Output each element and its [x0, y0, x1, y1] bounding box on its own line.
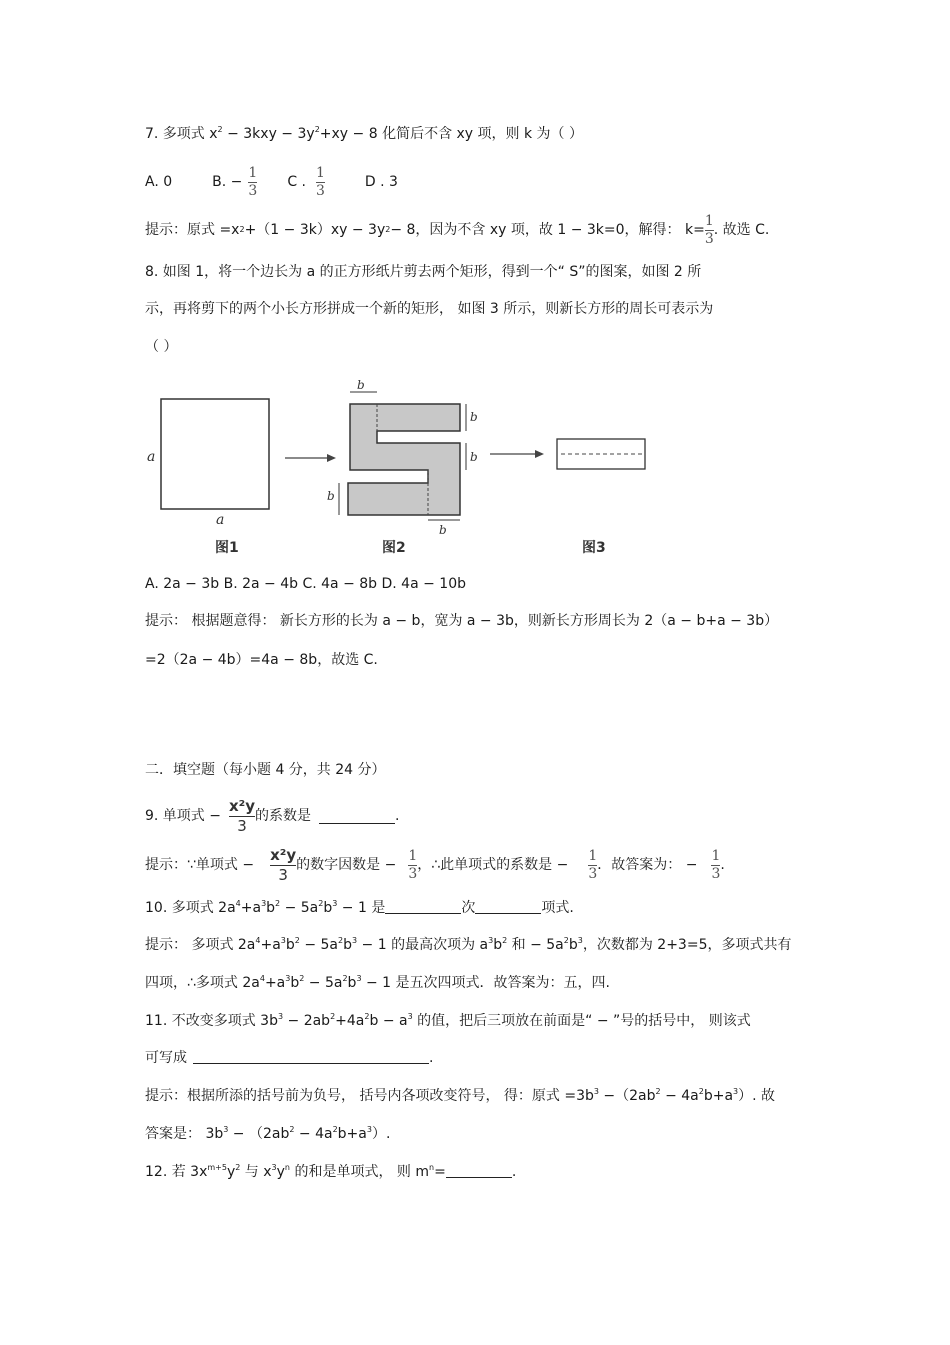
fraction: $\frac{1}{3}$: [248, 164, 258, 199]
arrow-head: [327, 454, 336, 462]
q8-hint-line2: =2（2a − 4b）=4a − 8b，故选 C.: [145, 652, 378, 668]
dim-label-b: b: [470, 410, 478, 424]
answer-blank[interactable]: [475, 899, 541, 914]
fraction: $\frac{1}{3}$: [704, 212, 714, 247]
answer-blank[interactable]: [385, 899, 461, 914]
answer-blank[interactable]: [446, 1163, 512, 1178]
q7-hint: 提示：原式 =x 2 +（1 − 3k）xy − 3y 2 − 8，因为不含 xy 项，故 1 − 3k=0，解得： k= $\frac{1}{3}$ . 故选 C.: [145, 212, 770, 247]
q8-stem-line3: （ ）: [145, 339, 178, 355]
q8-stem-line1: 8. 如图 1，将一个边长为 a 的正方形纸片剪去两个矩形，得到一个“ S”的图案，如图 2 所: [145, 264, 702, 280]
figure-caption-3: 图3: [582, 540, 606, 556]
figure-caption-1: 图1: [215, 540, 239, 556]
monomial-fraction: $\frac{\text{x²y}}{3}$: [229, 797, 256, 835]
fraction: $\frac{1}{3}$: [316, 164, 325, 199]
q11-stem-line1: 11. 不改变多项式 $3b^3 - 2ab^2+4a^2b - a^3$ 的值，把后三项放在前面是“ − ”号的括号中， 则该式: [145, 1012, 751, 1029]
dim-label-b: b: [357, 378, 365, 392]
q11-stem-line2: 可写成 .: [145, 1050, 434, 1066]
q10-hint-line1: 提示： 多项式 $2a^4+a^3b^2 - 5a^2b^3 - 1$ 的最高次项为 $a^3b^2$ 和 − $5a^2b^3$，次数都为 2+3=5，多项式共有: [145, 936, 792, 953]
figure-caption-2: 图2: [382, 540, 406, 556]
fraction: $\frac{1}{3}$: [408, 847, 418, 882]
answer-blank[interactable]: [193, 1049, 429, 1064]
q9-stem: 9. 单项式 − $\frac{\text{x²y}}{3}$ 的系数是 .: [145, 797, 400, 835]
q11-hint-line2: 答案是： $3b^3 - (2ab^2 - 4a^2b+a^3)$.: [145, 1125, 391, 1142]
q8-options: A. 2a − 3b B. 2a − 4b C. 4a − 8b D. 4a − 10b: [145, 576, 466, 592]
fraction: $\frac{1}{3}$: [711, 847, 721, 882]
s-shape: [348, 404, 460, 515]
q11-hint-line1: 提示：根据所添的括号前为负号， 括号内各项改变符号， 得：原式 $=3b^3 -(2ab^2 - 4a^2b+a^3)$. 故: [145, 1087, 776, 1104]
side-label-a: a: [216, 512, 225, 528]
side-label-a: a: [147, 449, 156, 465]
q10-stem: 10. 多项式 $2a^4+a^3b^2 - 5a^2b^3 - 1$ 是 次 项式.: [145, 899, 574, 916]
q7-option-c: C .: [287, 174, 306, 190]
dim-label-b: b: [439, 523, 447, 537]
arrow-head: [535, 450, 544, 458]
q8-stem-line2: 示，再将剪下的两个小长方形拼成一个新的矩形， 如图 3 所示，则新长方形的周长可表示为: [145, 301, 714, 317]
q7-option-d: D . 3: [364, 174, 398, 190]
answer-blank[interactable]: [319, 809, 395, 824]
q8-figure: [140, 372, 660, 562]
q7-stem: 7. 多项式 $x^2 - 3kxy - 3y^2+xy - 8$ 化简后不含 xy 项，则 k 为（ ）: [145, 125, 583, 142]
fraction: $\frac{1}{3}$: [588, 847, 598, 882]
section-title: 二．填空题（每小题 4 分，共 24 分）: [145, 762, 386, 778]
q10-hint-line2: 四项，∴多项式 $2a^4+a^3b^2 - 5a^2b^3 - 1$ 是五次四项式．故答案为：五，四.: [145, 974, 610, 991]
q7-option-b: B. −: [212, 174, 243, 190]
square: [161, 399, 269, 509]
q8-hint-line1: 提示： 根据题意得： 新长方形的长为 a − b，宽为 a − 3b，则新长方形周长为 2（a − b+a − 3b）: [145, 613, 779, 629]
dim-label-b: b: [327, 489, 335, 503]
q9-hint: 提示：∵单项式 − $\frac{\text{x²y}}{3}$ 的数字因数是 − $\frac{1}{3}$ ，∴此单项式的系数是 − $\frac{1}{3}$ ．故答案为： − $\frac{1}{3}$ .: [145, 846, 725, 884]
q12-stem: 12. 若 $3x^{m+5}y^2$ 与 $x^3y^n$ 的和是单项式， 则 $m^n=$ .: [145, 1163, 517, 1180]
q7-option-a: A. 0: [145, 174, 173, 190]
monomial-fraction: $\frac{\text{x²y}}{3}$: [270, 846, 297, 884]
dim-label-b: b: [470, 450, 478, 464]
q7-options: [145, 160, 398, 204]
